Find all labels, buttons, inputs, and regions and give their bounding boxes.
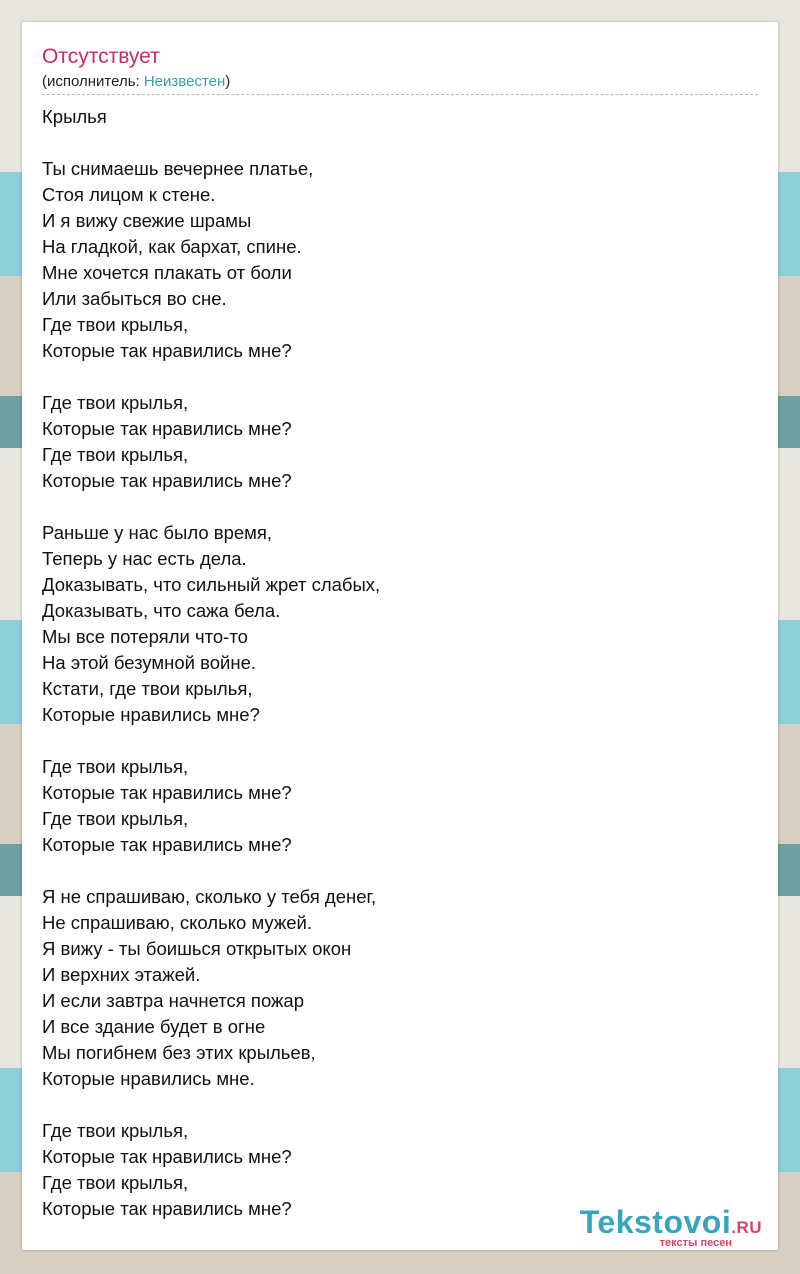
artist-line — [42, 73, 230, 91]
lyrics-text: Крылья Ты снимаешь вечернее платье, Стоя лицом к стене. И я вижу свежие шрамы На гладкой, как бархат, спине. Мне хочется плакать от боли Или забыться во сне. Где твои крылья, Которые так нравились мне? Где твои крылья, Которые так нравились мне? Где твои крылья, Которые так нравились мне? Раньше у нас было время, Теперь у нас есть дела. Доказывать, что сильный жрет слабых, Доказывать, что сажа бела. Мы все потеряли что-то На этой безумной войне. Кстати, где твои крылья, Которые нравились мне? Где твои крылья, Которые так нравились мне? Где твои крылья, Которые так нравились мне? Я не спрашиваю, сколько у тебя денег, Не спрашиваю, сколько мужей. Я вижу - ты боишься открытых окон И верхних этажей. И если завтра начнется пожар И все здание будет в огне Мы погибнем без этих крыльев, Которые нравились мне. Где твои крылья, Которые так нравились мне? Где твои крылья, Которые так нравились мне? — [42, 106, 381, 1219]
artist-suffix: ) — [225, 73, 231, 90]
logo-tagline: тексты песен — [659, 1237, 732, 1249]
logo-name: Tekstovoi — [579, 1204, 732, 1240]
lyrics-card — [22, 22, 778, 1250]
logo-tld: .RU — [731, 1218, 762, 1237]
artist-link[interactable]: Неизвестен — [143, 73, 226, 90]
site-logo[interactable] — [560, 1204, 770, 1248]
artist-prefix: (исполнитель: — [42, 73, 144, 90]
header-divider — [42, 94, 758, 95]
song-title: Отсутствует — [42, 45, 160, 68]
